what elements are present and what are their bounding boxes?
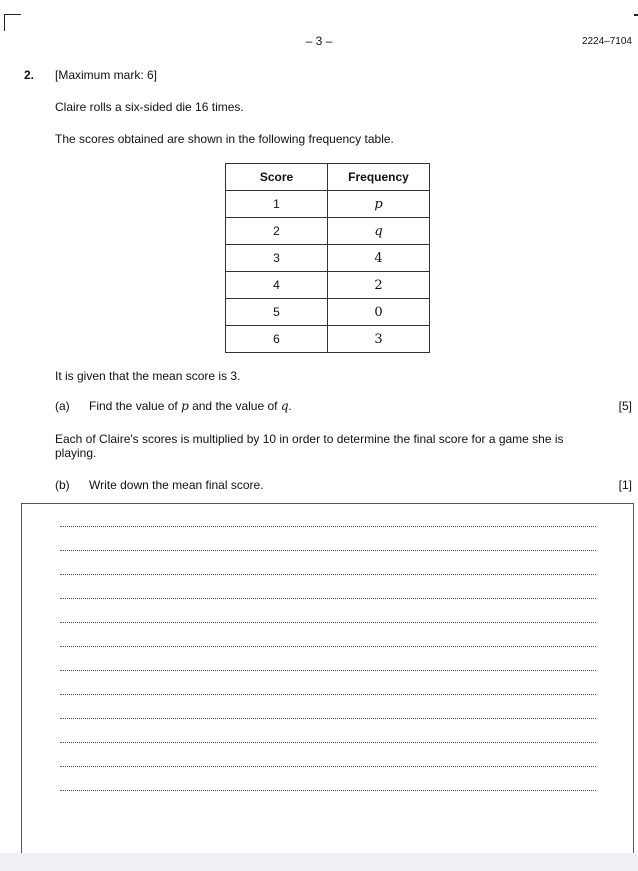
- score-cell: 6: [226, 326, 328, 353]
- frequency-cell: 4: [328, 245, 430, 272]
- part-a-text: Find the value of p and the value of q.: [89, 399, 292, 413]
- answer-line[interactable]: [60, 526, 596, 527]
- crop-mark-dash-icon: [634, 14, 638, 16]
- frequency-cell: 0: [328, 299, 430, 326]
- score-cell: 2: [226, 218, 328, 245]
- frequency-table: [225, 163, 430, 353]
- given-statement: It is given that the mean score is 3.: [55, 369, 241, 383]
- table-row: [226, 245, 430, 272]
- answer-line[interactable]: [60, 550, 596, 551]
- score-cell: 4: [226, 272, 328, 299]
- answer-line[interactable]: [60, 790, 596, 791]
- max-mark: [Maximum mark: 6]: [55, 68, 158, 82]
- answer-line[interactable]: [60, 622, 596, 623]
- crop-mark-icon: [4, 14, 21, 31]
- table-intro: The scores obtained are shown in the following frequency table.: [55, 132, 394, 146]
- question-number: 2.: [24, 68, 35, 82]
- table-row: [226, 272, 430, 299]
- context-statement: Each of Claire's scores is multiplied by 10 in order to determine the final score for a game she is playing.: [55, 432, 564, 460]
- answer-line[interactable]: [60, 694, 596, 695]
- score-cell: 5: [226, 299, 328, 326]
- table-header-row: [226, 164, 430, 191]
- part-b-label: (b): [55, 478, 70, 492]
- viewer-footer-band: [0, 853, 638, 871]
- answer-box[interactable]: [21, 503, 634, 864]
- table-row: [226, 326, 430, 353]
- paper-code: 2224–7104: [581, 36, 632, 47]
- answer-line[interactable]: [60, 598, 596, 599]
- variable-p: p: [181, 399, 189, 413]
- answer-line[interactable]: [60, 646, 596, 647]
- table-row: [226, 218, 430, 245]
- frequency-cell: 3: [328, 326, 430, 353]
- answer-line[interactable]: [60, 574, 596, 575]
- answer-line[interactable]: [60, 718, 596, 719]
- part-a-marks: [5]: [618, 399, 632, 413]
- header-frequency: Frequency: [328, 164, 430, 191]
- table-row: [226, 299, 430, 326]
- answer-line[interactable]: [60, 766, 596, 767]
- answer-line[interactable]: [60, 742, 596, 743]
- frequency-cell: 2: [328, 272, 430, 299]
- page-number: – 3 –: [305, 34, 333, 48]
- variable-q: q: [280, 399, 289, 413]
- part-a-label: (a): [55, 399, 70, 413]
- score-cell: 3: [226, 245, 328, 272]
- table-row: [226, 191, 430, 218]
- answer-line[interactable]: [60, 670, 596, 671]
- part-b-text: Write down the mean final score.: [89, 478, 264, 492]
- frequency-cell: p: [328, 191, 430, 218]
- part-b-marks: [1]: [618, 478, 632, 492]
- question-intro: Claire rolls a six-sided die 16 times.: [55, 100, 244, 114]
- frequency-cell: q: [328, 218, 430, 245]
- header-score: Score: [226, 164, 328, 191]
- score-cell: 1: [226, 191, 328, 218]
